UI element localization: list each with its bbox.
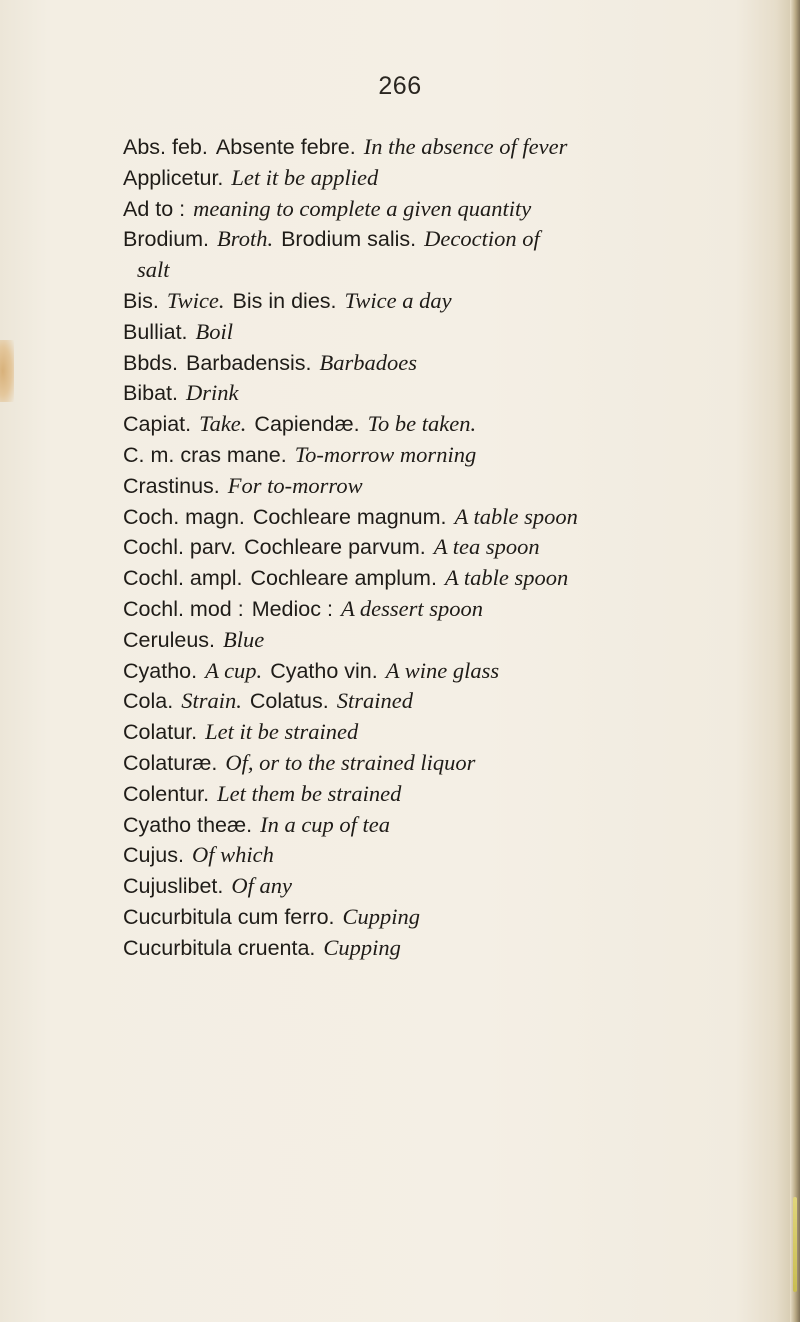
latin-term: Absente febre. [215, 135, 356, 159]
abbreviation: Cyatho theæ. [123, 812, 253, 837]
latin-term-2: Capiendæ. [254, 412, 360, 437]
english-meaning: Boil [195, 318, 234, 344]
glossary-entry [123, 902, 783, 933]
english-meaning: Barbadoes [319, 349, 417, 375]
glossary-entry [123, 810, 783, 841]
abbreviation: Cochl. parv. [123, 535, 237, 560]
abbreviation: Cyatho. [123, 658, 198, 683]
abbreviation: Cujus. [123, 843, 184, 868]
english-meaning: salt [137, 257, 170, 283]
english-meaning-2: Decoction of [424, 226, 540, 252]
glossary-entry [123, 286, 783, 317]
glossary-entry [123, 409, 783, 440]
english-meaning: Cupping [342, 903, 421, 929]
latin-term-2: Brodium salis. [281, 227, 417, 252]
glossary-entry [123, 871, 783, 902]
english-meaning: Of, or to the strained liquor [225, 749, 476, 775]
english-meaning: Drink [185, 380, 239, 406]
abbreviation: Crastinus. [123, 473, 220, 498]
english-meaning: Twice. [166, 287, 225, 313]
abbreviation: Cola. [123, 689, 174, 714]
glossary-entry [123, 594, 783, 625]
abbreviation: Bis. [123, 288, 159, 313]
abbreviation: Bulliat. [123, 319, 188, 344]
glossary-entry [123, 224, 783, 255]
abbreviation: Cucurbitula cum ferro. [123, 904, 335, 929]
latin-term: Cochleare magnum. [252, 504, 447, 529]
abbreviation: Cujuslibet. [123, 874, 224, 899]
glossary-entry [123, 532, 783, 563]
glossary-entry [123, 656, 783, 687]
english-meaning: For to-morrow [227, 472, 363, 498]
english-meaning-2: Strained [336, 688, 413, 714]
latin-term-2: Bis in dies. [232, 288, 337, 313]
latin-term: Cochleare amplum. [250, 566, 437, 591]
glossary-entry [123, 132, 783, 163]
latin-term: Cochleare parvum. [244, 535, 426, 560]
glossary-entry [123, 748, 783, 779]
glossary-entry [123, 563, 783, 594]
latin-term: Medioc : [251, 596, 333, 621]
abbreviation: Capiat. [123, 412, 192, 437]
abbreviation: Bbds. [123, 350, 178, 375]
english-meaning: Of which [191, 842, 274, 868]
latin-term-2: Colatus. [249, 689, 329, 714]
english-meaning: A cup. [205, 657, 263, 683]
english-meaning: Let them be strained [217, 780, 402, 806]
glossary-entry [123, 625, 783, 656]
english-meaning: To-morrow morning [294, 441, 477, 467]
glossary-entry [123, 840, 783, 871]
abbreviation: Ceruleus. [123, 627, 216, 652]
abbreviation: Bibat. [123, 381, 178, 406]
glossary-list [123, 132, 783, 964]
abbreviation: Ad to : [123, 196, 186, 221]
glossary-entry [123, 471, 783, 502]
page-stain [0, 340, 14, 402]
page-edge [790, 0, 800, 1322]
english-meaning: A table spoon [444, 565, 569, 591]
page-number: 266 [378, 72, 422, 100]
glossary-entry [123, 378, 783, 409]
glossary-entry [123, 779, 783, 810]
glossary-entry [123, 717, 783, 748]
english-meaning: Blue [223, 626, 265, 652]
abbreviation: Colentur. [123, 781, 210, 806]
english-meaning: Strain. [181, 688, 242, 714]
abbreviation: Cochl. mod : [123, 596, 244, 621]
english-meaning: meaning to complete a given quantity [193, 195, 532, 221]
abbreviation: C. m. cras mane. [123, 442, 287, 467]
english-meaning: Let it be strained [205, 719, 359, 745]
glossary-entry [123, 348, 783, 379]
english-meaning-2: To be taken. [367, 411, 477, 437]
latin-term-2: Cyatho vin. [270, 658, 378, 683]
abbreviation: Colaturæ. [123, 750, 218, 775]
glossary-entry [123, 933, 783, 964]
english-meaning: In the absence of fever [363, 134, 568, 159]
abbreviation: Colatur. [123, 720, 198, 745]
english-meaning: Cupping [323, 934, 401, 960]
glossary-entry [123, 502, 783, 533]
glossary-entry [123, 317, 783, 348]
glossary-entry [123, 194, 783, 225]
abbreviation: Cucurbitula cruenta. [123, 935, 316, 960]
glossary-entry [123, 686, 783, 717]
english-meaning-2: Twice a day [344, 287, 452, 313]
english-meaning: Broth. [217, 226, 274, 252]
english-meaning: Take. [199, 411, 247, 437]
english-meaning-2: A wine glass [385, 657, 500, 683]
english-meaning: Let it be applied [231, 164, 379, 190]
latin-term: Barbadensis. [185, 350, 312, 375]
glossary-entry [123, 440, 783, 471]
english-meaning: A dessert spoon [340, 595, 484, 621]
english-meaning: Of any [231, 873, 293, 899]
abbreviation: Abs. feb. [123, 135, 208, 159]
glossary-entry [123, 163, 783, 194]
abbreviation: Applicetur. [123, 165, 224, 190]
abbreviation: Coch. magn. [123, 504, 245, 529]
english-meaning: A table spoon [454, 503, 578, 529]
abbreviation: Brodium. [123, 227, 210, 252]
english-meaning: In a cup of tea [260, 811, 391, 837]
abbreviation: Cochl. ampl. [123, 566, 243, 591]
glossary-entry [123, 255, 783, 286]
english-meaning: A tea spoon [433, 534, 540, 560]
